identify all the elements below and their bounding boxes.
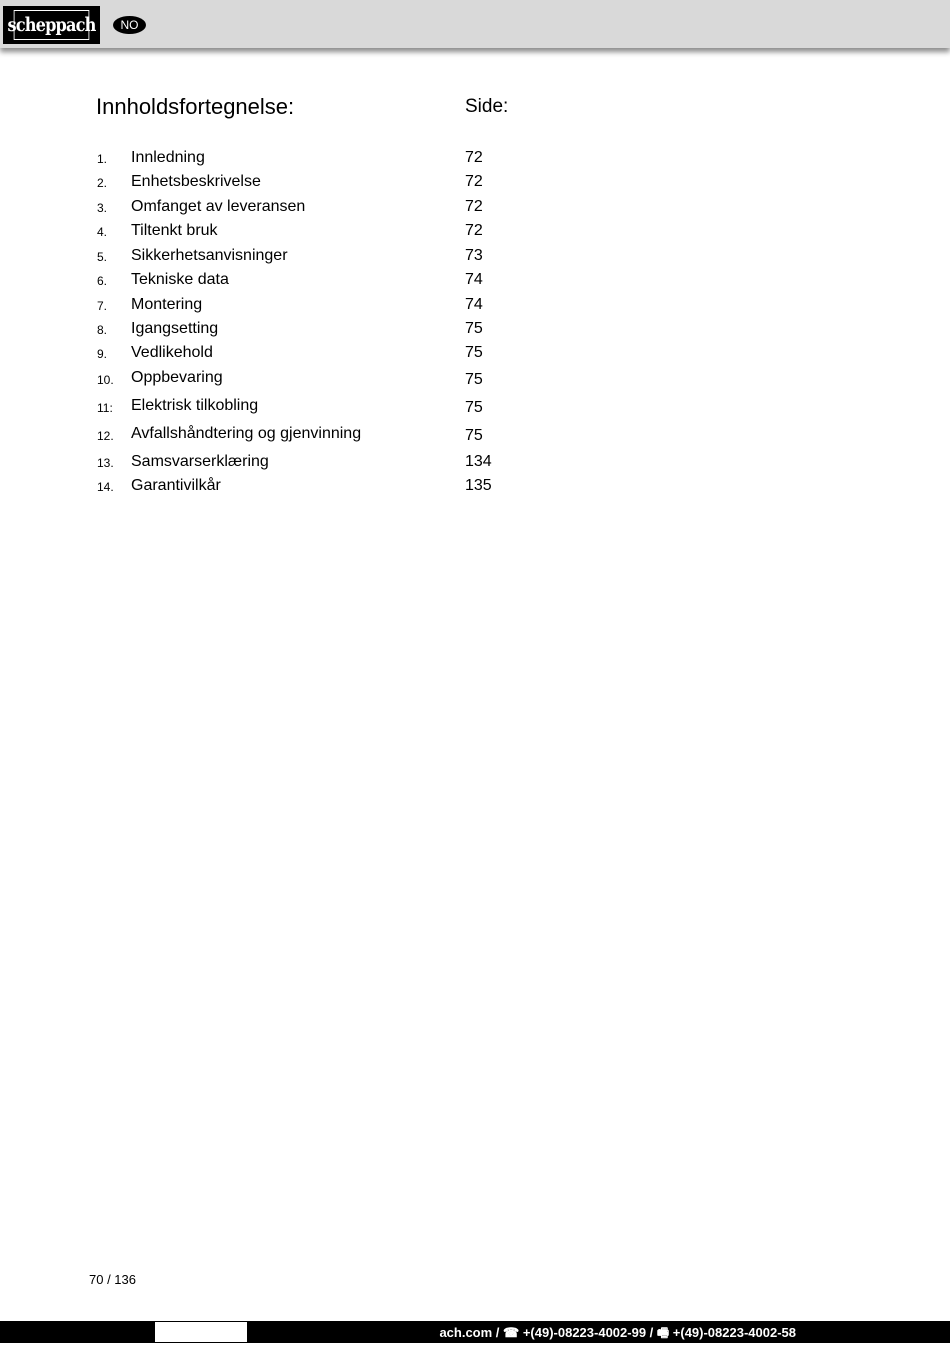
toc-number: 6. <box>97 274 108 288</box>
toc-page: 75 <box>465 320 483 337</box>
toc-label: Oppbevaring <box>131 369 223 386</box>
toc-row <box>0 149 950 171</box>
toc-page: 134 <box>465 453 492 470</box>
toc-label: Samsvarserklæring <box>131 453 269 470</box>
toc-row <box>0 369 950 391</box>
toc-number: 2. <box>97 176 108 190</box>
toc-row <box>0 271 950 293</box>
toc-label: Enhetsbeskrivelse <box>131 173 261 190</box>
toc-row <box>0 222 950 244</box>
toc-label: Garantivilkår <box>131 477 221 494</box>
toc-row <box>0 477 950 499</box>
toc-number: 13. <box>97 456 114 470</box>
toc-row <box>0 320 950 342</box>
toc-page: 73 <box>465 247 483 264</box>
toc-number: 11: <box>97 401 113 415</box>
brand-logo <box>3 6 100 44</box>
toc-page: 72 <box>465 173 483 190</box>
toc-number: 14. <box>97 480 114 494</box>
toc-row <box>0 425 950 447</box>
toc-number: 10. <box>97 373 114 387</box>
toc-label: Avfallshåndtering og gjenvinning <box>131 425 362 442</box>
toc-row <box>0 296 950 318</box>
toc-row <box>0 198 950 220</box>
toc-page: 74 <box>465 296 483 313</box>
toc-label: Sikkerhetsanvisninger <box>131 247 288 264</box>
language-badge: NO <box>113 16 146 34</box>
toc-label: Tiltenkt bruk <box>131 222 218 239</box>
toc-label: Tekniske data <box>131 271 229 288</box>
toc-page: 135 <box>465 477 492 494</box>
toc-row <box>0 173 950 195</box>
toc-page: 74 <box>465 271 483 288</box>
toc-label: Igangsetting <box>131 320 219 337</box>
toc-row <box>0 247 950 269</box>
footer-contact: ach.com / ☎ +(49)-08223-4002-99 / 🖷 +(49)-08223-4002-58 <box>439 1325 796 1340</box>
brand-logo-text: scheppach <box>14 10 90 40</box>
toc-number: 7. <box>97 299 108 313</box>
toc-row <box>0 344 950 366</box>
toc-number: 4. <box>97 225 108 239</box>
toc-number: 5. <box>97 250 108 264</box>
toc-label: Innledning <box>131 149 205 166</box>
toc-label: Elektrisk tilkobling <box>131 397 259 414</box>
toc-number: 8. <box>97 323 108 337</box>
toc-page: 75 <box>465 427 483 444</box>
toc-page: 72 <box>465 149 483 166</box>
toc-label: Montering <box>131 296 203 313</box>
footer-bar-right <box>248 1321 950 1343</box>
toc-page-header: Side: <box>465 96 509 117</box>
toc-number: 1. <box>97 152 108 166</box>
toc-row <box>0 453 950 475</box>
toc-number: 3. <box>97 201 108 215</box>
footer-gap <box>154 1321 248 1343</box>
toc-page: 72 <box>465 222 483 239</box>
toc-page: 75 <box>465 344 483 361</box>
toc-label: Omfanget av leveransen <box>131 198 306 215</box>
page-footer <box>0 1321 950 1345</box>
toc-page: 75 <box>465 371 483 388</box>
page-header <box>0 0 950 48</box>
toc-number: 9. <box>97 347 108 361</box>
toc-page: 75 <box>465 399 483 416</box>
toc-row <box>0 397 950 419</box>
footer-bar-left <box>0 1321 154 1343</box>
toc-page: 72 <box>465 198 483 215</box>
toc-label: Vedlikehold <box>131 344 213 361</box>
page-number: 70 / 136 <box>89 1272 136 1287</box>
toc-number: 12. <box>97 429 114 443</box>
toc-title: Innholdsfortegnelse: <box>96 94 295 119</box>
